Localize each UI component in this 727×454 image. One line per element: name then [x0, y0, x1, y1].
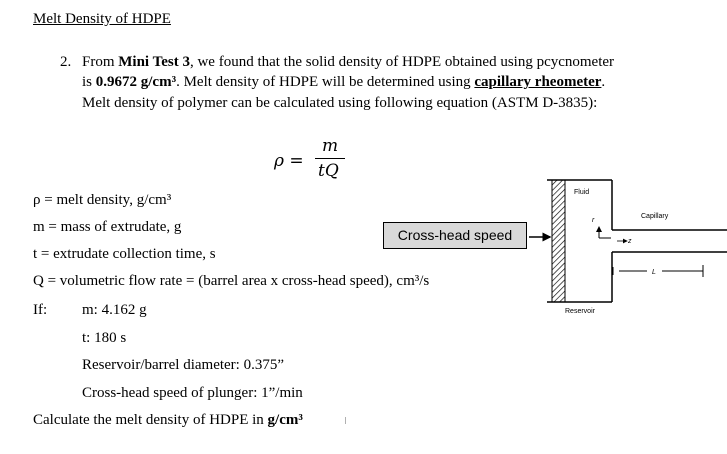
problem-line-3: Melt density of polymer can be calculated using following equation (ASTM D-3835): [82, 95, 598, 111]
capillary-label: Capillary [641, 213, 669, 220]
given-crosshead-speed: Cross-head speed of plunger: 1”/min [82, 385, 303, 401]
problem-line-1-post: , we found that the solid density of HDPE obtained using pcycnometer [189, 54, 615, 70]
given-diameter: Reservoir/barrel diameter: 0.375” [82, 357, 285, 373]
piston [552, 180, 565, 302]
problem-number: 2. [60, 54, 72, 70]
z-label: z [628, 238, 632, 245]
problem-line-2-mid: . Melt density of HDPE will be determined using [176, 74, 475, 90]
mini-test-ref: Mini Test 3 [118, 54, 190, 70]
question-text: Calculate the melt density of HDPE in [33, 412, 268, 428]
definition-rho: ρ = melt density, g/cm³ [33, 192, 172, 208]
definition-q: Q = volumetric flow rate = (barrel area x cross-head speed), cm³/s [33, 273, 430, 289]
problem-line-2-end: . [601, 74, 606, 90]
cross-head-speed-button[interactable]: Cross-head speed [383, 222, 527, 249]
given-mass: m: 4.162 g [82, 302, 147, 318]
stray-mark [345, 417, 346, 424]
solid-density-value: 0.9672 g/cm³ [95, 74, 177, 90]
page-title: Melt Density of HDPE [33, 11, 171, 27]
reservoir-label: Reservoir [565, 308, 595, 315]
equation-denominator: tQ [318, 161, 339, 181]
problem-line-2 [82, 74, 605, 91]
equation-numerator: m [322, 136, 339, 156]
question-unit: g/cm³ [267, 412, 303, 428]
given-label: If: [33, 302, 48, 318]
capillary-rheometer-diagram [527, 170, 727, 320]
fraction-bar [315, 158, 345, 159]
problem-line-2-pre: is [82, 74, 96, 90]
definition-m: m = mass of extrudate, g [33, 219, 182, 235]
length-label: L [652, 269, 656, 276]
fluid-label: Fluid [574, 189, 590, 196]
radius-label: r [592, 217, 595, 224]
capillary-rheometer-link[interactable]: capillary rheometer [474, 74, 602, 90]
definition-t: t = extrudate collection time, s [33, 246, 216, 262]
equation-lhs: ρ = [274, 151, 304, 171]
question [33, 412, 303, 429]
problem-line-1 [82, 54, 614, 71]
given-time: t: 180 s [82, 330, 127, 346]
problem-line-1-pre: From [82, 54, 119, 70]
